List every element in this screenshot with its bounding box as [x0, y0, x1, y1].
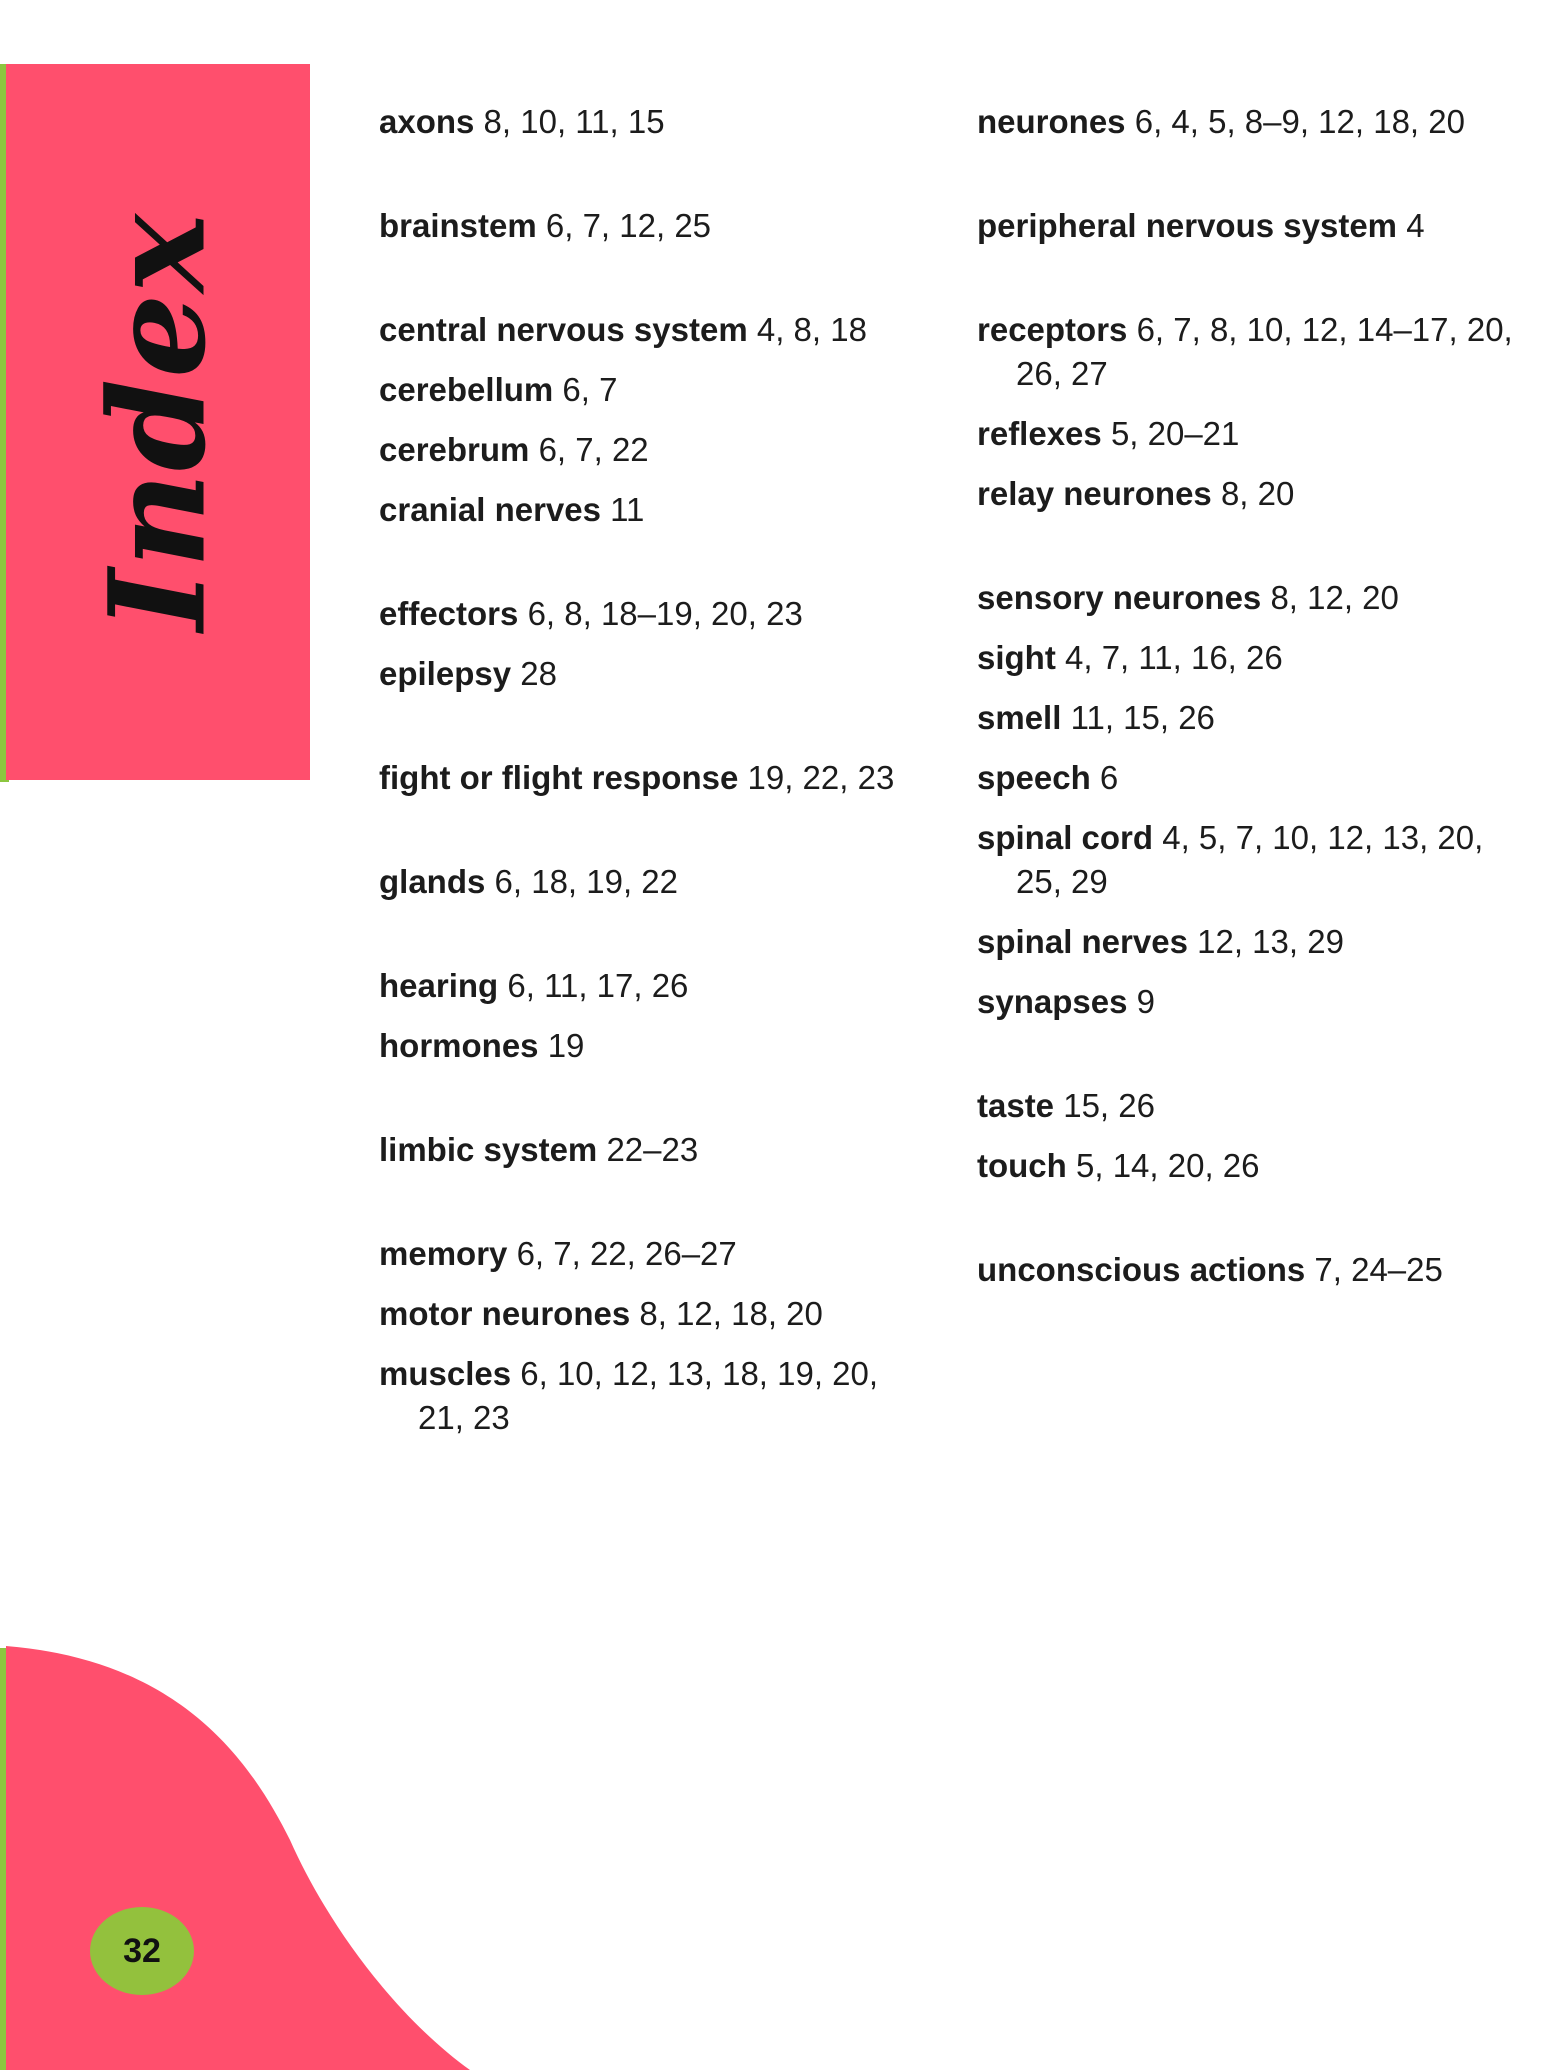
- index-entry: [379, 428, 899, 472]
- index-term: sight: [977, 639, 1056, 676]
- index-entry: [379, 964, 899, 1008]
- index-term: touch: [977, 1147, 1067, 1184]
- index-entry: [379, 308, 899, 352]
- index-entry: [379, 1292, 899, 1336]
- page-number-badge: 32: [90, 1907, 194, 1995]
- index-pages: 6, 10, 12, 13, 18, 19, 20, 21, 23: [418, 1355, 879, 1436]
- index-term: cerebrum: [379, 431, 530, 468]
- index-term: cranial nerves: [379, 491, 601, 528]
- index-term: unconscious actions: [977, 1251, 1306, 1288]
- index-term: cerebellum: [379, 371, 554, 408]
- index-pages: 4, 7, 11, 16, 26: [1065, 639, 1283, 676]
- index-entry: [977, 816, 1537, 904]
- index-term: muscles: [379, 1355, 512, 1392]
- index-entry: [379, 1352, 899, 1440]
- index-entry: [977, 1248, 1537, 1292]
- index-column-left: [379, 100, 899, 1456]
- index-entry: [977, 100, 1537, 144]
- index-term: neurones: [977, 103, 1126, 140]
- index-pages: 5, 20–21: [1110, 415, 1240, 452]
- index-pages: 19, 22, 23: [747, 759, 895, 796]
- index-pages: 4, 5, 7, 10, 12, 13, 20, 25, 29: [1016, 819, 1484, 900]
- index-column-right: [977, 100, 1537, 1308]
- index-entry: [977, 472, 1537, 516]
- index-pages: 4: [1406, 207, 1425, 244]
- index-term: reflexes: [977, 415, 1102, 452]
- index-term: memory: [379, 1235, 508, 1272]
- index-pages: 6: [1099, 759, 1119, 796]
- index-term: relay neurones: [977, 475, 1212, 512]
- index-term: effectors: [379, 595, 519, 632]
- index-pages: 8, 12, 18, 20: [639, 1295, 823, 1332]
- index-entry: [379, 488, 899, 532]
- index-entry: [379, 756, 899, 800]
- index-pages: 9: [1136, 983, 1155, 1020]
- index-entry: [379, 860, 899, 904]
- index-term: hearing: [379, 967, 499, 1004]
- index-term: taste: [977, 1087, 1055, 1124]
- index-term: brainstem: [379, 207, 537, 244]
- index-pages: 12, 13, 29: [1197, 923, 1344, 960]
- index-entry: [977, 308, 1537, 396]
- index-pages: 28: [520, 655, 557, 692]
- index-pages: 8, 10, 11, 15: [483, 103, 665, 140]
- index-pages: 8, 20: [1220, 475, 1295, 512]
- corner-decoration: [0, 1640, 480, 2070]
- index-entry: [379, 652, 899, 696]
- index-pages: 8, 12, 20: [1270, 579, 1399, 616]
- index-entry: [977, 1084, 1537, 1128]
- index-term: motor neurones: [379, 1295, 631, 1332]
- index-entry: [379, 1024, 899, 1068]
- index-entry: [977, 696, 1537, 740]
- index-term: epilepsy: [379, 655, 512, 692]
- index-entry: [977, 636, 1537, 680]
- index-term: synapses: [977, 983, 1128, 1020]
- index-entry: [379, 1232, 899, 1276]
- index-pages: 11: [610, 491, 645, 528]
- index-pages: 5, 14, 20, 26: [1076, 1147, 1260, 1184]
- index-term: smell: [977, 699, 1062, 736]
- index-term: fight or flight response: [379, 759, 739, 796]
- index-pages: 6, 8, 18–19, 20, 23: [527, 595, 803, 632]
- index-entry: [379, 100, 899, 144]
- index-pages: 6, 7, 12, 25: [545, 207, 712, 244]
- index-pages: 19: [547, 1027, 585, 1064]
- index-pages: 6, 18, 19, 22: [494, 863, 679, 900]
- index-entry: [977, 756, 1537, 800]
- index-entry: [379, 204, 899, 248]
- index-term: glands: [379, 863, 486, 900]
- index-pages: 6, 4, 5, 8–9, 12, 18, 20: [1134, 103, 1465, 140]
- index-entry: [977, 920, 1537, 964]
- index-pages: 4, 8, 18: [756, 311, 867, 348]
- index-entry: [379, 1128, 899, 1172]
- index-entry: [977, 980, 1537, 1024]
- index-pages: 11, 15, 26: [1070, 699, 1215, 736]
- index-pages: 6, 7, 22, 26–27: [516, 1235, 737, 1272]
- index-entry: [379, 368, 899, 412]
- index-term: hormones: [379, 1027, 539, 1064]
- index-term: spinal cord: [977, 819, 1154, 856]
- index-pages: 6, 11, 17, 26: [507, 967, 689, 1004]
- index-term: speech: [977, 759, 1091, 796]
- index-pages: 15, 26: [1063, 1087, 1155, 1124]
- page-title: Index: [80, 213, 236, 631]
- index-entry: [379, 592, 899, 636]
- index-pages: 22–23: [606, 1131, 699, 1168]
- index-term: central nervous system: [379, 311, 748, 348]
- index-entry: [977, 412, 1537, 456]
- index-pages: 6, 7, 22: [538, 431, 649, 468]
- index-pages: 7, 24–25: [1314, 1251, 1443, 1288]
- index-entry: [977, 204, 1537, 248]
- index-term: limbic system: [379, 1131, 598, 1168]
- index-term: receptors: [977, 311, 1128, 348]
- index-term: peripheral nervous system: [977, 207, 1398, 244]
- index-pages: 6, 7, 8, 10, 12, 14–17, 20, 26, 27: [1016, 311, 1513, 392]
- index-entry: [977, 1144, 1537, 1188]
- index-term: sensory neurones: [977, 579, 1262, 616]
- index-term: spinal nerves: [977, 923, 1188, 960]
- index-entry: [977, 576, 1537, 620]
- index-pages: 6, 7: [562, 371, 618, 408]
- title-block: [6, 64, 310, 780]
- index-term: axons: [379, 103, 475, 140]
